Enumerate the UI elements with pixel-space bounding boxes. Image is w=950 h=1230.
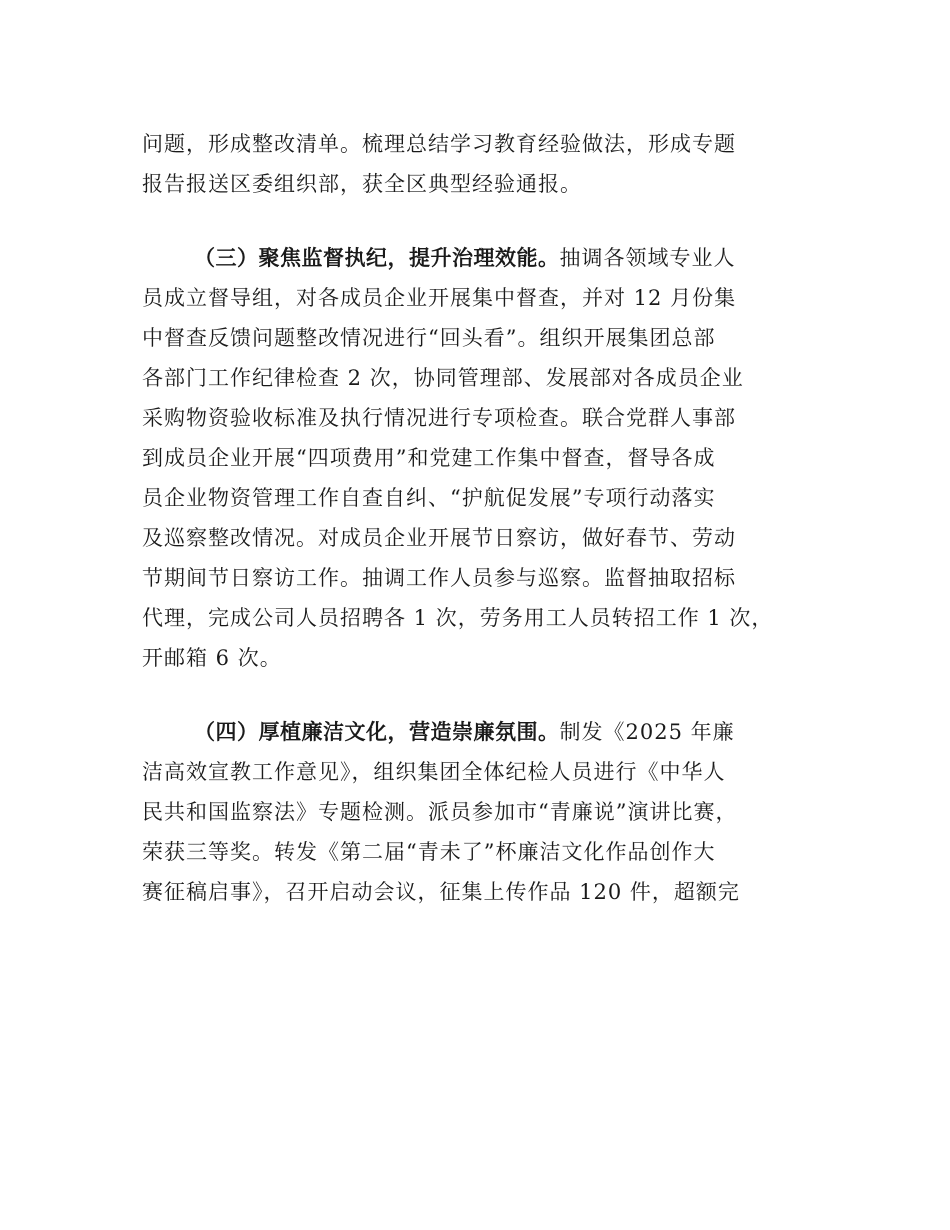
paragraph-1 [142,124,814,204]
paragraph-line: 荣获三等奖。转发《第二届“青未了”杯廉洁文化作品创作大 [142,840,716,864]
paragraph-line: 各部门工作纪律检查 2 次，协同管理部、发展部对各成员企业 [142,366,744,390]
section-heading-4: （四）厚植廉洁文化，营造崇廉氛围。 [194,720,560,744]
paragraph-line: 代理，完成公司人员招聘各 1 次，劳务用工人员转招工作 1 次， [142,606,774,630]
document-body [142,124,814,912]
paragraph-line: 节期间节日察访工作。抽调工作人员参与巡察。监督抽取招标 [142,566,736,590]
paragraph-line: 问题，形成整改清单。梳理总结学习教育经验做法，形成专题 [142,132,736,156]
paragraph-line: 赛征稿启事》，召开启动会议，征集上传作品 120 件，超额完 [142,880,740,904]
paragraph-line: 民共和国监察法》专题检测。派员参加市“青廉说”演讲比赛， [142,800,738,824]
paragraph-line: 中督查反馈问题整改情况进行“回头看”。组织开展集团总部 [142,326,716,350]
paragraph-line: 员成立督导组，对各成员企业开展集中督查，并对 12 月份集 [142,286,737,310]
paragraph-first-line [142,238,814,278]
paragraph-line-rest: 抽调各领域专业人 [559,246,736,270]
paragraph-line: 采购物资验收标准及执行情况进行专项检查。联合党群人事部 [142,406,736,430]
paragraph-first-line [142,712,814,752]
paragraph-3 [142,712,814,912]
paragraph-line: 及巡察整改情况。对成员企业开展节日察访，做好春节、劳动 [142,526,736,550]
paragraph-line: 报告报送区委组织部，获全区典型经验通报。 [142,172,582,196]
paragraph-line: 员企业物资管理工作自查自纠、“护航促发展”专项行动落实 [142,486,716,510]
paragraph-line: 洁高效宣教工作意见》，组织集团全体纪检人员进行《中华人 [142,760,726,784]
paragraph-2 [142,238,814,678]
section-heading-3: （三）聚焦监督执纪，提升治理效能。 [194,246,560,270]
paragraph-line: 开邮箱 6 次。 [142,646,282,670]
paragraph-line-rest: 制发《2025 年廉 [559,720,735,744]
paragraph-line: 到成员企业开展“四项费用”和党建工作集中督查，督导各成 [142,446,716,470]
